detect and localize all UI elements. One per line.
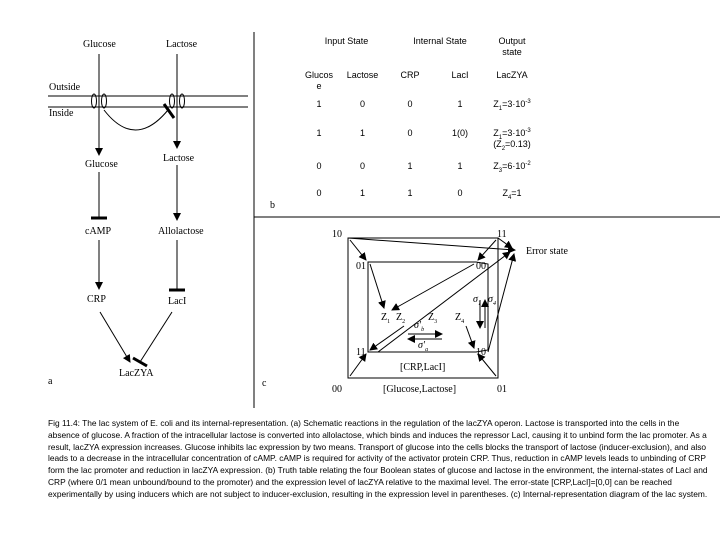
caption-text: Fig 11.4: The lac system of E. coli and its internal-representation. (a) Schematic reactions in the regulation of the lacZYA operon. Lactose is transported into the cells in the absence of glucose. A fraction of the intracellular lactose is converted into allolactose, which binds and induces the repressor LacI, causing it to unbind form the lac promoter. As a result, lacZYA expression increases. Glucose inhibits lac expression by two means. Transport of glucose into the cells blocks the transport of lactose (inducer-exclusion), and also leads to a decrease in the intracellular concentration of cAMP. cAMP is required for activity of the activator protein CRP. Thus, reduction in cAMP levels leads to unbinding of CRP form the lac promoter and reduction in lacZYA expression. (b) Truth table relating the four Boolean states of glucose and lactose in the environment, the internal-states of LacI and CRP (where 0/1 mean unbound/bound to the promoter) and the expression level of lacZYA relative to the maximal level. The error-state [CRP,LacI]=[0,0] can be reached experimentally by using inducers which are not subject to inducer-exclusion, resulting in the expression level in parentheses. (c) Internal-representation diagram of the lac system. xyxy=(48,418,708,499)
inducer-exclusion-curve xyxy=(104,110,168,130)
z1-label: $Z_1$ xyxy=(381,312,391,325)
laci-label: LacI xyxy=(168,296,187,307)
table-cell: 1 xyxy=(457,99,463,109)
outer-corner-11: 11 xyxy=(497,229,507,240)
crp-laci-axis-label: [CRP,LacI] xyxy=(400,362,446,373)
inner-arrow-00-z1 xyxy=(392,264,474,310)
lactose-outside-label: Lactose xyxy=(166,39,198,50)
table-cell: 0 xyxy=(407,99,413,109)
header-internal-state: Internal State xyxy=(413,36,467,46)
panel-a-letter: a xyxy=(48,376,53,387)
outer-corner-10: 10 xyxy=(332,229,342,240)
outer-corner-00: 00 xyxy=(332,384,342,395)
table-cell: 1 xyxy=(316,128,322,138)
laci-laczya-line xyxy=(140,312,172,362)
inner-corner-10: 10 xyxy=(476,347,486,358)
column-header: Lactose xyxy=(346,70,379,80)
glucose-inside-label: Glucose xyxy=(85,159,118,170)
error-state-label: Error state xyxy=(526,246,568,257)
table-cell: 0 xyxy=(359,99,365,109)
column-header: Glucos e xyxy=(304,70,333,91)
table-cell: $Z_1=3\cdot 10^{-3}$ $(Z_2=0.13)$ xyxy=(493,128,531,152)
table-row xyxy=(303,99,534,128)
column-header: CRP xyxy=(400,70,420,80)
glucose-outside-label: Glucose xyxy=(83,39,116,50)
camp-label: cAMP xyxy=(85,226,112,237)
inner-arrow-to-11 xyxy=(370,326,404,350)
table-cell: 1 xyxy=(316,99,322,109)
crp-laczya-arrow xyxy=(100,312,130,362)
sigma-a-label: $\sigma'_a$ xyxy=(418,340,429,353)
error-arrow-from-10 xyxy=(348,238,515,250)
corner-arrow-tl xyxy=(350,240,366,260)
table-cell: 1(0) xyxy=(451,128,468,138)
table-cell: $Z_3=6\cdot 10^{-2}$ xyxy=(493,161,531,174)
corner-arrow-tr xyxy=(478,240,496,260)
z2-label: $Z_2$ xyxy=(396,312,406,325)
figure-caption xyxy=(48,418,712,501)
glucose-lactose-axis-label: [Glucose,Lactose] xyxy=(383,384,457,395)
crp-label: CRP xyxy=(87,294,106,305)
sigma1-label: $\sigma_1$ xyxy=(473,294,481,307)
z4-label: $Z_4$ xyxy=(455,312,465,325)
allolactose-label: Allolactose xyxy=(158,226,204,237)
header-input-state: Input State xyxy=(324,36,369,46)
table-cell: 0 xyxy=(407,128,413,138)
inside-label: Inside xyxy=(49,108,74,119)
laczya-label: LacZYA xyxy=(119,368,154,379)
sigma4-label: $\sigma_4$ xyxy=(488,294,496,307)
inner-corner-11: 11 xyxy=(356,347,366,358)
table-cell: 0 xyxy=(457,188,463,198)
lactose-inside-label: Lactose xyxy=(163,153,195,164)
table-row xyxy=(303,128,534,161)
inner-arrow-to-10 xyxy=(466,326,474,348)
sigma-b-label: $\sigma'_b$ xyxy=(414,320,425,333)
column-header: LacZYA xyxy=(496,70,528,80)
table-cell: 1 xyxy=(407,161,413,171)
inner-corner-00: 00 xyxy=(476,261,486,272)
laci-laczya-bar xyxy=(133,358,147,366)
table-cell: 0 xyxy=(359,161,365,171)
inner-corner-01: 01 xyxy=(356,261,366,272)
panel-b-letter: b xyxy=(270,200,275,211)
table-cell: 0 xyxy=(316,188,322,198)
inner-arrow-01-z1 xyxy=(370,264,384,308)
panel-c-letter: c xyxy=(262,378,267,389)
table-cell: 1 xyxy=(407,188,413,198)
outside-label: Outside xyxy=(49,82,81,93)
table-row xyxy=(303,161,534,188)
table-cell: 1 xyxy=(359,188,365,198)
column-header-row xyxy=(303,70,534,99)
header-output-state: Output state xyxy=(498,36,526,57)
table-cell: 1 xyxy=(359,128,365,138)
outer-corner-01: 01 xyxy=(497,384,507,395)
table-cell: $Z_4=1$ xyxy=(502,188,522,201)
table-cell: 1 xyxy=(457,161,463,171)
column-header: LacI xyxy=(451,70,469,80)
table-cell: $Z_1=3\cdot 10^{-3}$ xyxy=(493,99,531,112)
z3-label: $Z_3$ xyxy=(428,312,438,325)
table-row xyxy=(303,188,534,210)
truth-table xyxy=(303,32,534,210)
inducer-exclusion-bar xyxy=(164,104,174,118)
table-cell: 0 xyxy=(316,161,322,171)
